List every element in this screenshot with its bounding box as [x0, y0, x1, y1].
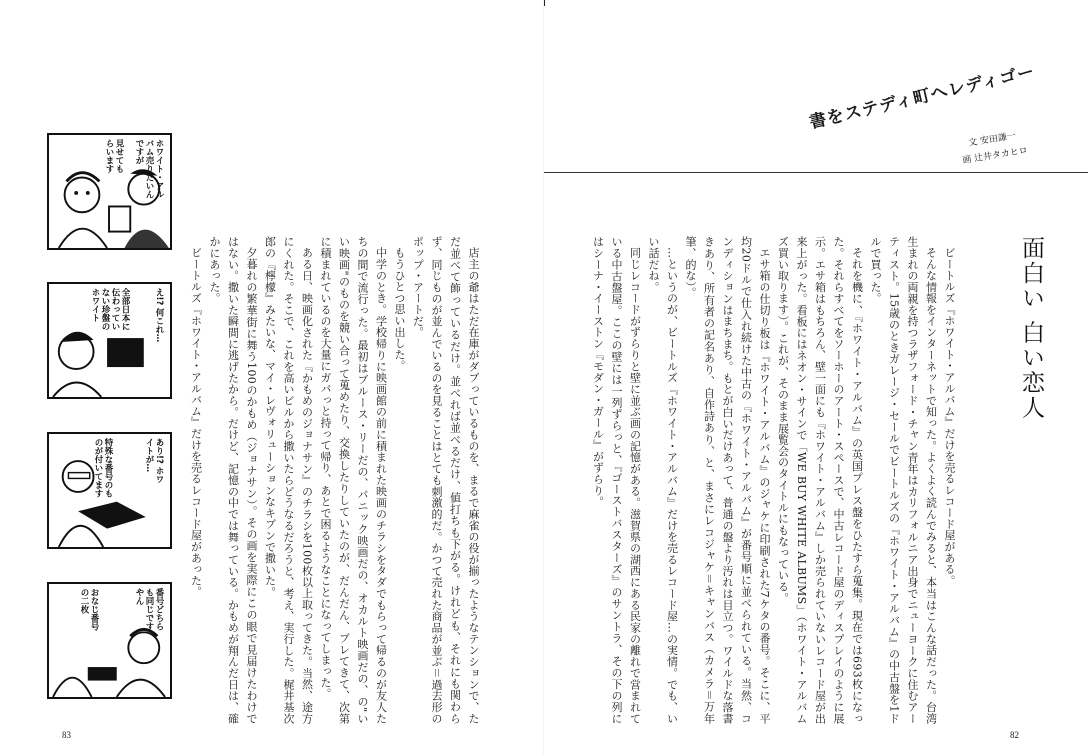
article-title: 面白い 白い恋人	[1018, 236, 1044, 421]
header-divider	[544, 172, 1088, 173]
speech-bubble: 特殊な番号のものが付いてます	[93, 438, 113, 498]
illustrator-credit: 画 辻井タカヒロ	[961, 145, 1029, 167]
paragraph: もうひとつ思い出した。	[393, 247, 406, 372]
paragraph: エサ箱の仕切り板は『ホワイト・アルバム』のジャケに印刷された7ケタの番号。そこに、平均20ドルで仕入れ続けた中古の『ホワイト・アルバム』が番号順に並べられている。当然、コンディションはまちまち。もとが白いだけあって、普通の盤より汚れは目立つ。ワイルドな落書きあり、所有者の記名あり、自作詩あり、と、まさにレコジャケ＝キャンバス（カメラ＝万年筆、的な）。	[684, 236, 771, 724]
author-credit: 文 安田謙一	[967, 131, 1017, 149]
paragraph: 中学のとき。学校帰りに映画館の前に積まれた映画のチラシをタダでもらって帰るのが友人たちの間で流行った。最初はブルース・リーだの、パニック映画だの、オカルト映画だの、の"いい映画"のものを競い合って蒐めたり、交換したりしていたのが、だんだん、ブレてきて、次第に積まれているのを大量にガバっと持って帰り、あとで困るようなことになってしまった。	[319, 236, 388, 724]
paragraph: 同じレコードがずらりと壁に並ぶ画の記憶がある。滋賀県の湖西にある民家の離れで営まれている中古盤屋。ここの壁には一列ずらっと、『ゴーストバスターズ』のサントラ、その下の列にはシーナ・イーストン『モダン・ガール』がずらり。	[591, 236, 642, 724]
paragraph: ビートルズ『ホワイト・アルバム』だけを売るレコード屋があった。	[189, 247, 203, 598]
paragraph: …というのが、ビートルズ『ホワイト・アルバム』だけを売るレコード屋…の実情。でも、いい話だね。	[647, 236, 679, 724]
left-body-text	[189, 236, 482, 724]
speech-bubble: あり!? ホワイトが…	[144, 438, 164, 484]
comic-panel-4	[47, 582, 172, 699]
speech-bubble: ホワイト・アルバム売りたいんですが	[134, 139, 164, 199]
speech-bubble: え!? 何これ…	[154, 288, 164, 343]
page-number: 82	[1010, 730, 1019, 740]
speech-bubble: おなじ番号の二枚	[79, 588, 99, 631]
paragraph: 夕暮れの繁華街に舞う100のかもめ（ジョナサン）。その画を実際にこの眼で見届けたわけではない。撒いた瞬間に逃げたから。だけど、記憶の中では舞っている。かもめが翔んだ日は、確かにあった。	[208, 236, 258, 724]
paragraph: ある日、映画化された『かもめのジョナサン』のチラシを100枚以上取ってきた。当然、途方にくれた。そこで、これを高いビルから撒いたらどうなるだろうと、考え、実行した。梶井基次郎の『檸檬』みたいな、マイ・レヴォリューションなキブンで撒いた。	[263, 236, 314, 724]
speech-bubble: 見せてもらいます	[104, 139, 124, 173]
speech-bubble: 全部日本に伝わっていない珍盤のホワイト	[90, 288, 130, 331]
crop-mark	[544, 0, 545, 6]
paragraph: 店主の爺はただ在庫がダブっているものを、まるで麻雀の役が揃ったようなテンションで、ただ並べて飾っているだけ。並べれば並べるだけ、値打ちも下がる。けれども、それにも関わらず、同じものが並んでいるのを見ることはとても刺激的だ。かつて売れた商品が並ぶ＝過去形のポップ・アートだ。	[411, 236, 480, 724]
page-gutter	[543, 0, 544, 754]
comic-panel-1	[47, 133, 172, 250]
paragraph: ビートルズ『ホワイト・アルバム』だけを売るレコード屋がある。	[943, 247, 956, 586]
column-title: 書をステディ町へレディゴー	[807, 61, 1038, 133]
paragraph: それを機に、『ホワイト・アルバム』の英国プレス盤をひたすら蒐集。現在では693枚になった。それらすべてをソーホーのアート・スペースで、中古レコード屋のディスプレイのように展示。エサ箱はもちろん、壁一面にも『ホワイト・アルバム』しか売られていないレコード屋が出来上がった。看板にはネオン・サインで「WE BUY WHITE ALBUMS」（ホワイト・アルバムズ買い取ります）。これが、そのまま展覧会のタイトルにもなっている。	[776, 236, 864, 724]
page-number: 83	[62, 730, 71, 740]
comic-panel-2	[47, 282, 172, 399]
right-body-text	[591, 236, 958, 724]
speech-bubble: 番号どちらも同じですやん	[134, 588, 164, 631]
paragraph: そんな情報をインターネットで知った。よくよく読んでみると、本当はこんな話だった。台湾生まれの両親を持つラザフォード・チャン青年はカリフォルニア出身でニューヨークに住むアーティスト。15歳のときガレージ・セールでビートルズの『ホワイト・アルバム』の中古盤を1ドルで買った。	[869, 236, 938, 724]
comic-panel-3	[47, 432, 172, 549]
